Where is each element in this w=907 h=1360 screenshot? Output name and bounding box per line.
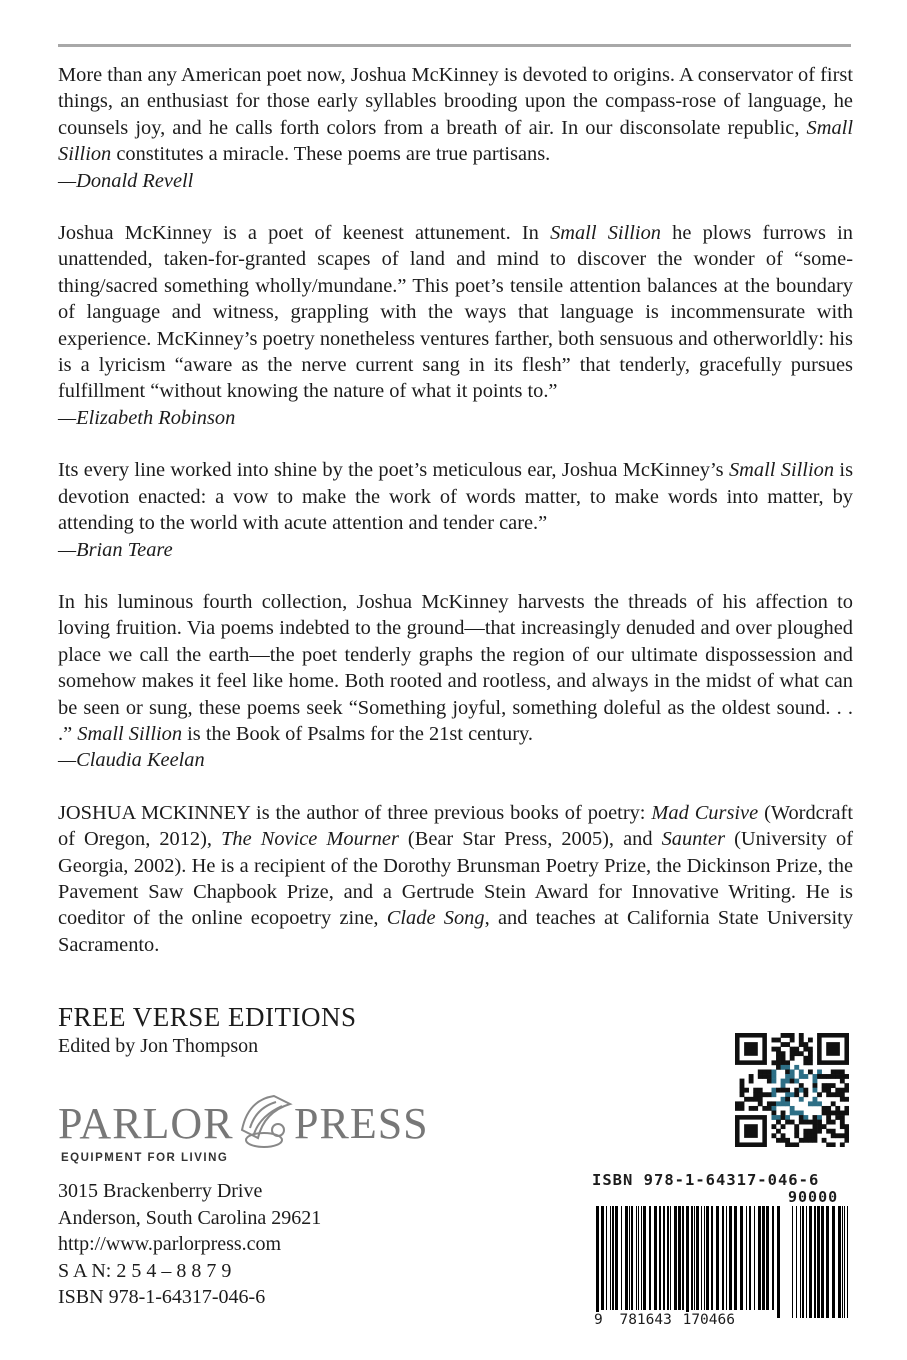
barcode-icon <box>594 1206 850 1318</box>
logo-word-press: PRESS <box>294 1099 429 1148</box>
title-italic: Saunter <box>661 828 726 851</box>
title-italic: Small Sillion <box>77 722 183 745</box>
blurb-attribution: —Elizabeth Robinson <box>58 406 236 429</box>
publisher-isbn: ISBN 978-1-64317-046-6 <box>58 1286 266 1308</box>
publisher-address <box>58 1178 321 1311</box>
title-italic: Small Sillion <box>728 459 835 482</box>
blurb-text: More than any American poet now, Joshua McKinney is devoted to origins. A conservator of first things, an enthusiast for those early syllables brooding upon the compass-rose of language, he counsels joy, and he calls forth colors from a breath of air. In our disconsolate republic, Small Sillion constitutes a miracle. These poems are true partisans. <box>58 64 853 166</box>
ean-group-2: 170466 <box>682 1312 735 1328</box>
title-italic: Small Sillion <box>550 222 661 245</box>
series-block <box>58 1001 357 1059</box>
title-italic: The Novice Mourner <box>221 828 399 851</box>
publisher-san: S A N: 2 5 4 – 8 8 7 9 <box>58 1259 232 1282</box>
blurb-attribution: —Claudia Keelan <box>58 749 205 772</box>
blurb <box>58 457 853 563</box>
blurb-text: Joshua McKinney is a poet of keenest attunement. In Small Sillion he plows furrows in unattended, taken-for-granted scapes of land and mind to discover the wonder of “something/sacred something wholly/mundane.” This poet’s tensile attention balances at the boundary of language and witness, grappling with the ways that language is incommensurate with experience. McKinney’s poetry nonetheless ventures farther, both sensuous and otherworldly: his is a lyricism “aware as the nerve current sang in its flesh” that tenderly, gracefully pursues fulfillment “without knowing the nature of what it points to.” <box>58 222 854 403</box>
blurb-attribution: —Brian Teare <box>58 538 173 561</box>
logo-word-parlor: PARLOR <box>58 1099 234 1148</box>
blurb-text: In his luminous fourth collection, Joshua McKinney harvests the threads of his affection to loving fruition. Via poems indebted to the ground—that increasingly denuded and over ploughed place we call the earth—the poet tenderly graphs the region of our ultimate dispossession and somehow makes it feel like home. Both rooted and rootless, and always in the midst of what can be seen or sung, these poems seek “Something joyful, something doleful as the oldest sound. . . .” Small Sillion is the Book of Psalms for the 21st century. <box>58 590 853 745</box>
blurb <box>58 62 853 194</box>
series-title: FREE VERSE EDITIONS <box>58 1002 357 1032</box>
barcode-price-code: 90000 <box>788 1188 839 1206</box>
publisher-logo <box>58 1090 438 1172</box>
title-italic: Mad Cursive <box>651 801 759 824</box>
series-editor: Edited by Jon Thompson <box>58 1035 259 1057</box>
address-street: 3015 Brackenberry Drive <box>58 1180 263 1202</box>
gramophone-icon <box>234 1090 298 1154</box>
author-bio: JOSHUA MCKINNEY is the author of three previous books of poetry: Mad Cursive (Wordcraft of Oregon, 2012), The Novice Mourner (Bear Star Press, 2005), and Saunter (University of Georgia, 2002). He is a recipient of the Dorothy Brunsman Poetry Prize, the Dickinson Prize, the Pavement Saw Chapbook Prize, and a Gertrude Stein Award for Innovative Writing. He is coeditor of the online ecopoetry zine, Clade Song, and teaches at California State University Sacramento. <box>58 801 854 956</box>
ean-first-digit: 9 <box>594 1312 603 1328</box>
logo-tagline: EQUIPMENT FOR LIVING <box>61 1152 229 1164</box>
ean-group-1: 781643 <box>619 1312 672 1328</box>
blurb-attribution: —Donald Revell <box>58 169 194 192</box>
barcode-isbn-label: ISBN 978-1-64317-046-6 <box>592 1171 820 1189</box>
barcode-digits <box>594 1312 735 1328</box>
title-italic: Small Sillion <box>58 116 853 166</box>
publisher-url: http://www.parlorpress.com <box>58 1233 282 1255</box>
top-rule <box>58 44 851 47</box>
title-italic: Clade Song <box>386 907 485 930</box>
blurb <box>58 589 853 774</box>
address-city: Anderson, South Carolina 29621 <box>58 1206 322 1229</box>
blurbs-section <box>58 62 853 958</box>
qr-code-icon <box>735 1033 849 1147</box>
blurb-text: Its every line worked into shine by the poet’s meticulous ear, Joshua McKinney’s Small Sillion is devotion enacted: a vow to make the work of words matter, to make words into matter, by attending to the world with acute attention and tender care.” <box>58 459 854 535</box>
blurb <box>58 220 853 431</box>
